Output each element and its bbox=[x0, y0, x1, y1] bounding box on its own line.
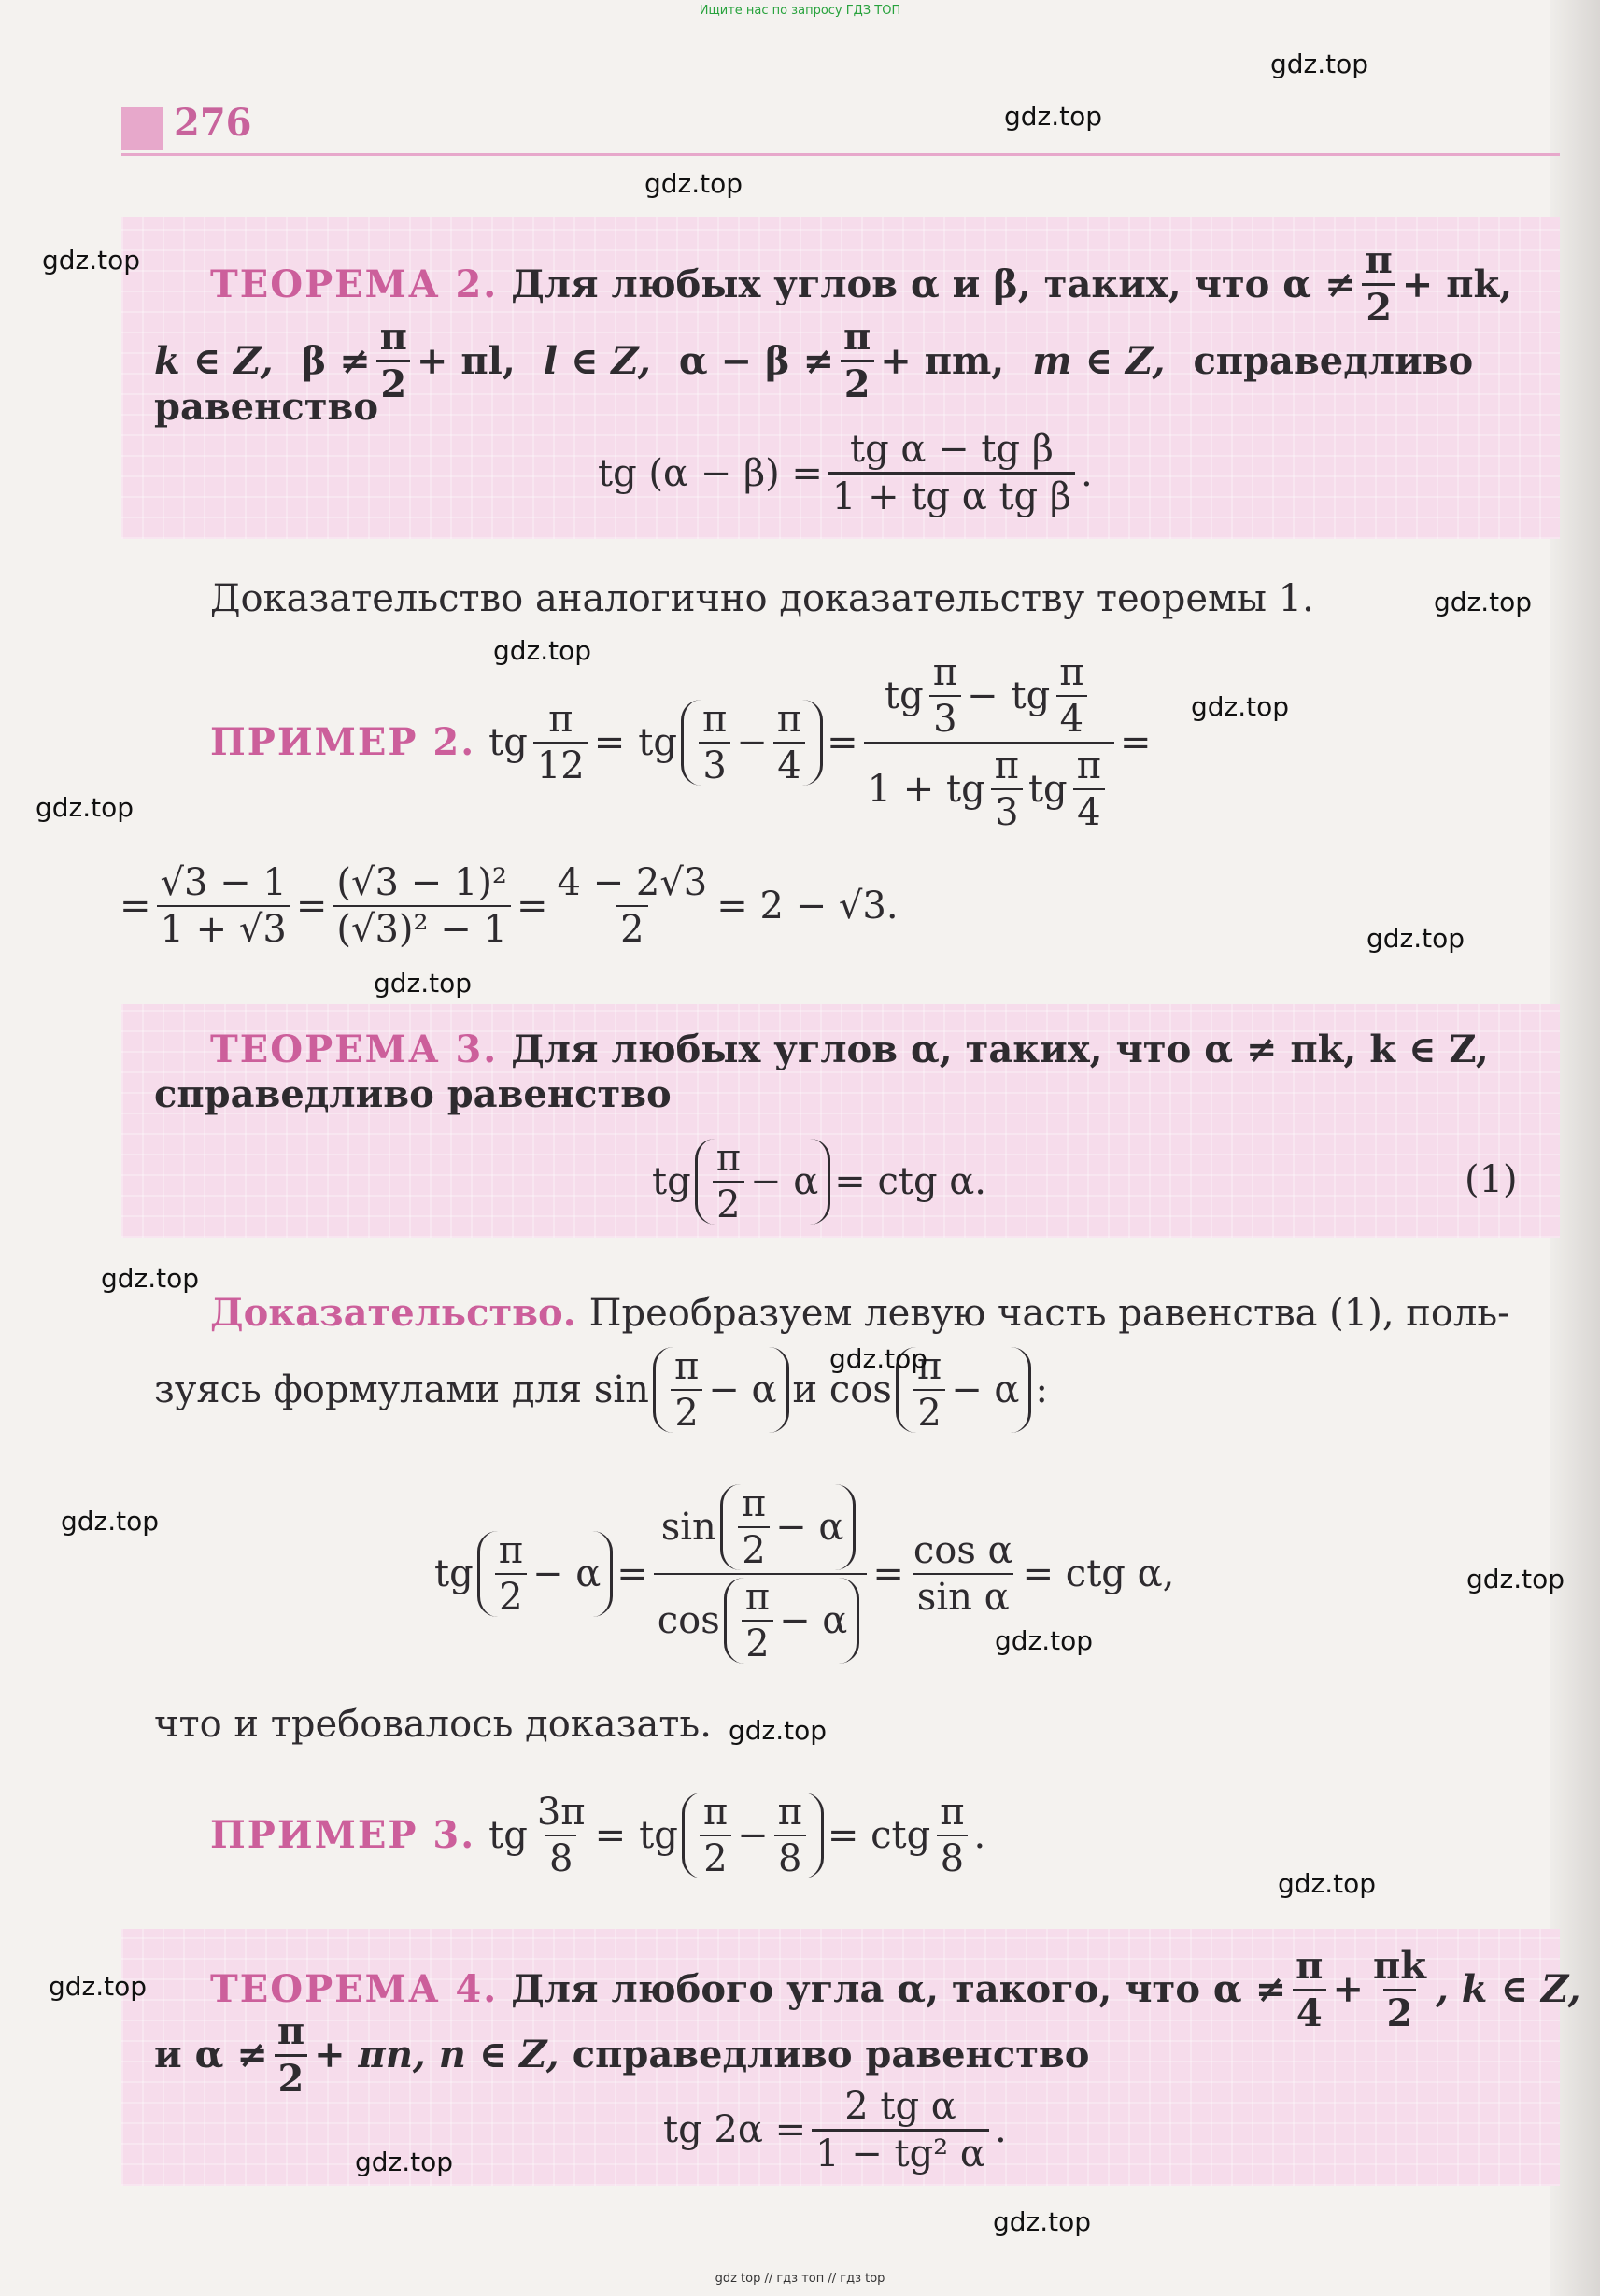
fraction: $\frac{\text{(√3 − 1)²}}{\text{(√3)² − 1}}$ bbox=[333, 863, 511, 949]
watermark: gdz.top bbox=[493, 635, 592, 666]
parenthesis bbox=[653, 1344, 789, 1435]
example-2-line-1 bbox=[210, 651, 1152, 834]
math-text: sin bbox=[660, 1506, 716, 1549]
watermark: gdz.top bbox=[1434, 587, 1533, 617]
math-text: tg bbox=[434, 1552, 474, 1595]
page-marker bbox=[121, 107, 163, 150]
math-text: tg bbox=[1027, 768, 1068, 811]
math-text: , k ∈ Z, bbox=[1435, 1967, 1581, 2011]
watermark: gdz.top bbox=[995, 1625, 1094, 1656]
watermark: gdz.top bbox=[1191, 691, 1290, 722]
math-text: и α ≠ bbox=[154, 2033, 268, 2076]
math-text: − bbox=[736, 721, 768, 764]
watermark: gdz.top bbox=[993, 2206, 1092, 2237]
math-text: − α bbox=[951, 1368, 1020, 1411]
theorem-2-formula bbox=[598, 430, 1093, 517]
math-text: cos bbox=[657, 1599, 720, 1642]
fraction: $\frac{\pi}{2}$ bbox=[671, 1347, 702, 1433]
big-fraction bbox=[654, 1484, 868, 1664]
watermark: gdz.top bbox=[644, 168, 743, 199]
proof-3-end bbox=[154, 1700, 712, 1749]
fraction: $\frac{\pi}{2}$ bbox=[742, 1578, 773, 1664]
bottom-note: gdz top // гдз топ // гдз top bbox=[715, 2272, 885, 2286]
math-text: = 2 − √3. bbox=[716, 885, 899, 928]
math-text: + πm, bbox=[880, 338, 1005, 383]
theorem-2-title: ТЕОРЕМА 2. bbox=[210, 262, 499, 306]
theorem-2-text: справедливо bbox=[1193, 338, 1474, 383]
theorem-3-line-2 bbox=[154, 1070, 672, 1119]
math-text: β ≠ bbox=[301, 338, 371, 383]
theorem-3-text: Для любых углов α, таких, что α ≠ πk, k ∈ Z, bbox=[511, 1028, 1489, 1071]
math-text: − α bbox=[775, 1506, 844, 1549]
parenthesis bbox=[695, 1139, 831, 1225]
math-text: = bbox=[616, 1552, 648, 1595]
watermark: gdz.top bbox=[829, 1343, 928, 1374]
math-text: − bbox=[737, 1814, 769, 1857]
fraction: $\frac{\pi}{2}$ bbox=[1362, 241, 1396, 328]
fraction: $\frac{\pi}{4}$ bbox=[773, 700, 805, 786]
math-text: tg bbox=[639, 1814, 678, 1857]
watermark: gdz.top bbox=[49, 1971, 148, 2002]
watermark: gdz.top bbox=[729, 1715, 828, 1746]
body-text: Преобразуем левую часть равенства (1), поль- bbox=[588, 1292, 1510, 1335]
fraction: $\frac{\pi}{2}$ bbox=[274, 2012, 308, 2099]
watermark: gdz.top bbox=[374, 968, 473, 999]
fraction: $\frac{\pi}{4}$ bbox=[1292, 1947, 1326, 2034]
math-text: = ctg bbox=[827, 1814, 931, 1857]
proof-title: Доказательство. bbox=[210, 1291, 576, 1335]
formula-lhs: tg 2α = bbox=[663, 2108, 807, 2151]
math-text: . bbox=[973, 1814, 986, 1857]
theorem-3-title: ТЕОРЕМА 3. bbox=[210, 1028, 499, 1071]
big-fraction bbox=[864, 653, 1114, 832]
theorem-2-text: Для любых углов α и β, таких, что α ≠ bbox=[511, 262, 1356, 306]
parenthesis bbox=[681, 700, 823, 786]
page-number: 276 bbox=[174, 101, 252, 145]
theorem-3-line-1 bbox=[210, 1026, 1489, 1074]
theorem-4-text: справедливо равенство bbox=[572, 2033, 1090, 2076]
fraction: $\frac{\pi}{2}$ bbox=[495, 1531, 527, 1617]
proof-similar bbox=[210, 574, 1314, 623]
math-text: 1 + tg bbox=[867, 768, 985, 811]
fraction: $\frac{\pi}{2}$ bbox=[738, 1484, 770, 1570]
math-text: : bbox=[1035, 1368, 1048, 1411]
watermark: gdz.top bbox=[1366, 923, 1465, 954]
fraction: $\frac{\text{tg α − tg β}}{\text{1 + tg α tg β}}$ bbox=[828, 430, 1075, 517]
example-3-title: ПРИМЕР 3. bbox=[210, 1813, 476, 1857]
math-text: m ∈ Z, bbox=[1032, 338, 1166, 383]
page-header bbox=[121, 93, 1560, 155]
theorem-4-text: Для любого угла α, такого, что α ≠ bbox=[511, 1967, 1287, 2011]
body-text: и cos bbox=[792, 1368, 892, 1411]
watermark: gdz.top bbox=[1278, 1868, 1377, 1899]
math-text: − α bbox=[531, 1552, 602, 1595]
fraction: $\frac{\pi}{3}$ bbox=[991, 746, 1023, 832]
math-text: = bbox=[295, 885, 328, 928]
fraction: $\frac{\pi}{2}$ bbox=[840, 318, 874, 404]
math-text: = bbox=[594, 1814, 627, 1857]
fraction: $\frac{\pi}{3}$ bbox=[929, 653, 961, 739]
fraction: $\frac{\pi}{12}$ bbox=[533, 700, 588, 786]
watermark: gdz.top bbox=[35, 792, 135, 823]
body-text: Доказательство аналогично доказательству теоремы 1. bbox=[210, 577, 1314, 620]
math-text: tg bbox=[1011, 674, 1051, 717]
theorem-3-formula bbox=[652, 1126, 986, 1238]
math-text: + bbox=[1332, 1967, 1364, 2011]
fraction: $\frac{\text{cos α}}{\text{sin α}}$ bbox=[913, 1529, 1013, 1619]
fraction: $\frac{\pi k}{2}$ bbox=[1372, 1943, 1426, 2035]
body-text: зуясь формулами для sin bbox=[154, 1368, 649, 1411]
fraction: $\frac{\pi}{2}$ bbox=[700, 1793, 731, 1878]
math-text: tg bbox=[488, 721, 528, 764]
math-text: l ∈ Z, bbox=[543, 338, 651, 383]
math-text: = ctg α, bbox=[1022, 1552, 1175, 1595]
top-note: Ищите нас по запросу ГДЗ ТОП bbox=[699, 4, 901, 18]
example-2-line-2 bbox=[120, 850, 899, 962]
math-text: + πn, n ∈ Z, bbox=[314, 2033, 559, 2076]
header-rule bbox=[121, 153, 1560, 156]
math-text: tg bbox=[488, 1814, 528, 1857]
fraction: $\frac{\pi}{4}$ bbox=[1073, 746, 1105, 832]
proof-3-formula bbox=[434, 1453, 1174, 1695]
parenthesis bbox=[724, 1578, 860, 1664]
watermark: gdz.top bbox=[61, 1506, 160, 1537]
fraction: $\frac{\pi}{8}$ bbox=[936, 1793, 968, 1878]
math-text: − α bbox=[749, 1160, 819, 1203]
fraction: $\frac{3\pi}{8}$ bbox=[536, 1791, 586, 1880]
math-text: + πl, bbox=[416, 338, 516, 383]
math-text: tg bbox=[638, 721, 677, 764]
theorem-2-line-3 bbox=[154, 383, 378, 432]
math-text: . bbox=[994, 2108, 1007, 2151]
math-text: = bbox=[827, 721, 858, 764]
math-text: = bbox=[516, 885, 548, 928]
watermark: gdz.top bbox=[101, 1263, 200, 1294]
math-text: − α bbox=[708, 1368, 777, 1411]
watermark: gdz.top bbox=[1466, 1564, 1565, 1594]
proof-3-line-1 bbox=[210, 1289, 1510, 1338]
fraction: $\frac{\pi}{4}$ bbox=[1055, 653, 1087, 739]
equation-number-text: (1) bbox=[1465, 1158, 1518, 1201]
math-text: = ctg α. bbox=[834, 1160, 986, 1203]
watermark: gdz.top bbox=[1004, 101, 1103, 132]
fraction: $\frac{\text{2 tg α}}{\text{1 − tg² α}}$ bbox=[812, 2087, 989, 2174]
example-2-title: ПРИМЕР 2. bbox=[210, 720, 476, 764]
equation-number bbox=[1465, 1155, 1518, 1204]
fraction: $\frac{\pi}{2}$ bbox=[713, 1139, 744, 1225]
fraction: $\frac{\pi}{3}$ bbox=[699, 700, 730, 786]
math-text: − α bbox=[779, 1599, 848, 1642]
fraction: $\frac{\pi}{2}$ bbox=[913, 1347, 945, 1433]
math-text: = bbox=[1119, 721, 1152, 764]
math-text: α − β ≠ bbox=[678, 338, 834, 383]
fraction: $\frac{√3 - 1}{1 + √3}$ bbox=[157, 863, 290, 949]
theorem-4-title: ТЕОРЕМА 4. bbox=[210, 1967, 499, 2011]
math-text: = bbox=[120, 885, 151, 928]
theorem-2-text: + πk, bbox=[1401, 262, 1513, 306]
math-text: . bbox=[1080, 451, 1093, 495]
parenthesis bbox=[720, 1484, 857, 1570]
fraction: $\frac{\pi}{2}$ bbox=[376, 318, 411, 404]
math-text: tg bbox=[652, 1160, 691, 1203]
math-text: = bbox=[593, 721, 626, 764]
math-text: = bbox=[872, 1552, 904, 1595]
body-text: что и требовалось доказать. bbox=[154, 1703, 712, 1746]
theorem-2-text: равенство bbox=[154, 385, 379, 429]
example-3 bbox=[210, 1784, 985, 1887]
math-text: − bbox=[967, 674, 998, 717]
watermark: gdz.top bbox=[42, 245, 141, 276]
theorem-3-text: справедливо равенство bbox=[154, 1072, 672, 1116]
theorem-4-formula bbox=[663, 2078, 1007, 2181]
fraction: $\frac{\pi}{8}$ bbox=[774, 1793, 806, 1878]
watermark: gdz.top bbox=[355, 2147, 454, 2177]
math-text: k ∈ Z, bbox=[154, 338, 274, 383]
watermark: gdz.top bbox=[1270, 49, 1369, 79]
fraction: $\frac{4 - 2√3}{2}$ bbox=[557, 861, 708, 951]
parenthesis bbox=[477, 1531, 614, 1617]
formula-lhs: tg (α − β) = bbox=[598, 451, 823, 495]
math-text: tg bbox=[885, 674, 924, 717]
parenthesis bbox=[682, 1793, 824, 1878]
